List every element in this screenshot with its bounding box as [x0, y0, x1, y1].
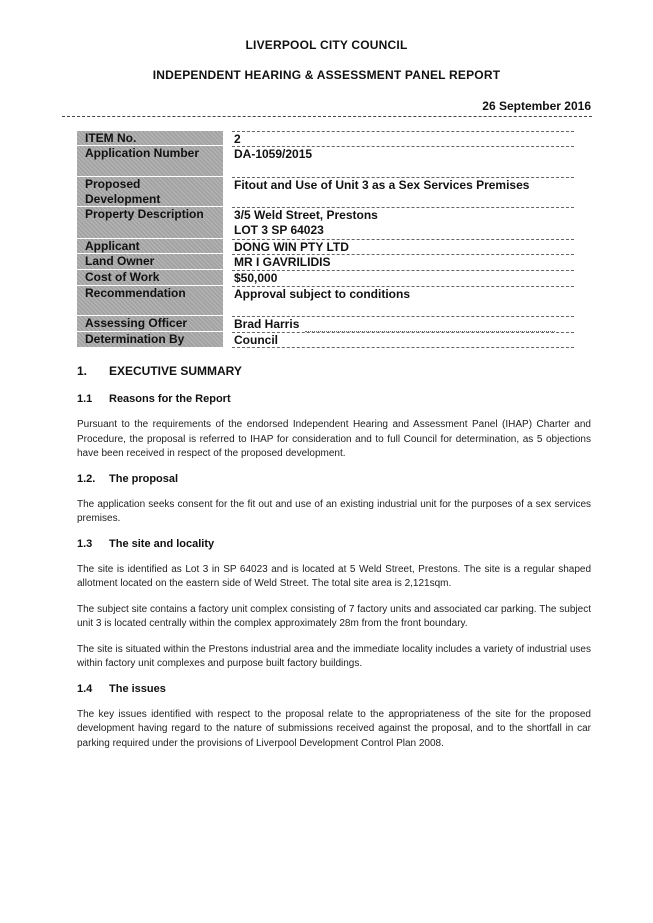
details-label: Applicant [77, 239, 223, 254]
section-number: 1. [77, 364, 88, 378]
subsection-title: Reasons for the Report [109, 393, 231, 405]
details-row-land-owner [77, 254, 574, 270]
details-label: Assessing Officer [77, 316, 223, 332]
issues-paragraph: The key issues identified with respect to the proposal relate to the appropriateness of the site for the proposed development having regard to the nature of submissions received against the proposal, and to the shortfall in car parking required under the provisions of Liverpool Development Control Plan 2008. [77, 708, 591, 749]
site-paragraph: The site is identified as Lot 3 in SP 64023 and is located at 5 Weld Street, Prestons. The site is a regular shaped allotment located on the eastern side of Weld Street. The total site area is 2,121sqm. [77, 563, 591, 589]
details-value: DA-1059/2015 [232, 146, 574, 177]
details-value: MR I GAVRILIDIS [232, 254, 574, 270]
report-title: INDEPENDENT HEARING & ASSESSMENT PANEL REPORT [152, 68, 501, 82]
details-label: Application Number [77, 146, 223, 177]
proposal-paragraph: The application seeks consent for the fit out and use of an existing industrial unit for the purposes of a sex services premises. [77, 498, 591, 524]
reasons-paragraph: Pursuant to the requirements of the endorsed Independent Hearing and Assessment Panel (IHAP) Charter and Procedure, the proposal is referred to IHAP for consideration and to full Council for determination, as 5 objections have been received in respect of the proposed development. [77, 419, 591, 459]
subsection-number: 1.2. [77, 472, 96, 485]
details-value [232, 316, 574, 332]
details-row-determination-by [77, 332, 574, 348]
report-body [77, 364, 591, 762]
report-date: 26 September 2016 [482, 99, 591, 113]
details-value [232, 207, 574, 239]
details-row-proposed-development [77, 177, 574, 207]
subsection-title: The proposal [109, 472, 179, 485]
details-row-recommendation [77, 286, 574, 316]
property-address: 3/5 Weld Street, Prestons [234, 208, 378, 222]
application-details-table [77, 131, 574, 348]
details-label: Determination By [77, 332, 223, 348]
subsection-heading-reasons [77, 393, 591, 405]
site-paragraph: The subject site contains a factory unit complex consisting of 7 factory units and associated car parking. The subject unit 3 is located centrally within the complex approximately 28m from the front boundary. [77, 603, 591, 629]
details-row-assessing-officer [77, 316, 574, 332]
section-title: EXECUTIVE SUMMARY [109, 364, 242, 378]
details-row-applicant [77, 239, 574, 254]
details-row-item-no [77, 131, 574, 146]
details-label: Recommendation [77, 286, 223, 316]
section-heading-executive-summary [77, 364, 591, 378]
details-value: DONG WIN PTY LTD [232, 239, 574, 254]
subsection-heading-proposal [77, 473, 591, 485]
property-lot: LOT 3 SP 64023 [234, 223, 324, 237]
council-name: LIVERPOOL CITY COUNCIL [245, 38, 408, 52]
details-label: Property Description [77, 207, 223, 239]
details-row-application-number [77, 146, 574, 177]
subsection-number: 1.4 [77, 682, 93, 695]
subsection-title: The issues [109, 682, 166, 695]
details-value: Council [232, 332, 574, 348]
subsection-number: 1.1 [77, 393, 93, 405]
details-row-cost-of-work [77, 270, 574, 286]
subsection-heading-issues [77, 683, 591, 695]
details-value: 2 [232, 131, 574, 146]
dotted-leader [305, 321, 555, 332]
header-divider [62, 116, 592, 117]
details-label: ITEM No. [77, 131, 223, 146]
assessing-officer-name: Brad Harris [234, 317, 300, 331]
details-value: Fitout and Use of Unit 3 as a Sex Services Premises [232, 177, 574, 207]
site-paragraph: The site is situated within the Prestons industrial area and the immediate locality includes a variety of industrial uses within factory unit complexes and purpose built factory buildings. [77, 643, 591, 669]
details-label: Cost of Work [77, 270, 223, 286]
details-value: $50,000 [232, 270, 574, 286]
subsection-title: The site and locality [109, 537, 215, 550]
details-label: Proposed Development [77, 177, 223, 207]
details-label: Land Owner [77, 254, 223, 270]
details-row-property-description [77, 207, 574, 239]
subsection-heading-site [77, 538, 591, 550]
details-value: Approval subject to conditions [232, 286, 574, 316]
subsection-number: 1.3 [77, 537, 93, 550]
